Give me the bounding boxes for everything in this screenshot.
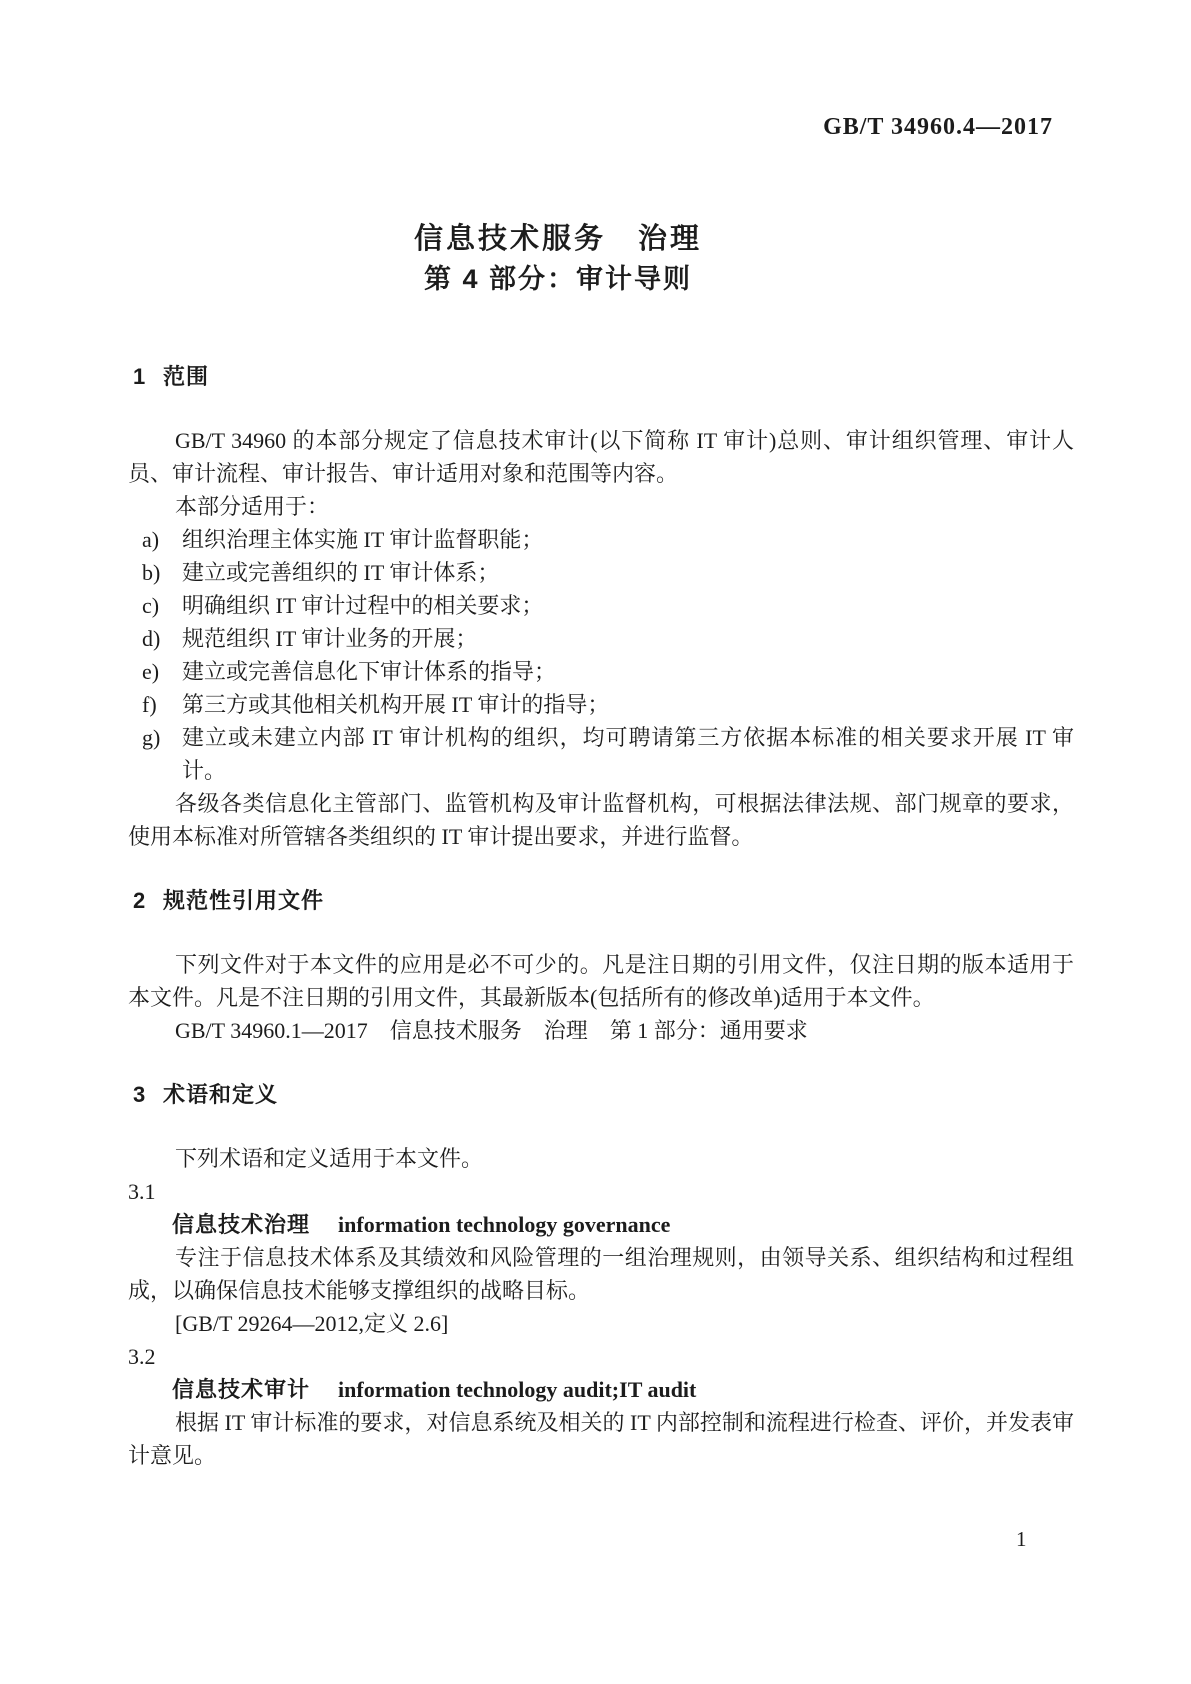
term-entry (172, 1208, 1074, 1241)
normative-reference-entry: GB/T 34960.1—2017 信息技术服务 治理 第 1 部分：通用要求 (175, 1018, 808, 1043)
list-text: 建立或未建立内部 IT 审计机构的组织，均可聘请第三方依据本标准的相关要求开展 IT 审计。 (182, 725, 1074, 783)
list-marker: d) (142, 626, 161, 651)
list-item (142, 523, 1074, 556)
term-number: 3.1 (128, 1179, 156, 1204)
list-marker: f) (142, 692, 157, 717)
document-body (128, 360, 1074, 1472)
term-english: information technology audit;IT audit (338, 1377, 697, 1402)
list-text: 建立或完善信息化下审计体系的指导； (182, 659, 557, 684)
standard-code-header: GB/T 34960.4—2017 (823, 114, 1053, 140)
terms-intro: 下列术语和定义适用于本文件。 (175, 1146, 484, 1171)
section-heading-terms (128, 1078, 1074, 1111)
title-line-2: 第 4 部分：审计导则 (423, 264, 693, 294)
list-text: 组织治理主体实施 IT 审计监督职能； (182, 527, 544, 552)
section-number: 1 (133, 364, 146, 389)
section-title: 规范性引用文件 (163, 888, 325, 913)
page-number: 1 (1016, 1527, 1027, 1551)
list-marker: c) (142, 593, 160, 618)
list-item (142, 622, 1074, 655)
normative-paragraph: 下列文件对于本文件的应用是必不可少的。凡是注日期的引用文件，仅注日期的版本适用于本文件。凡是不注日期的引用文件，其最新版本(包括所有的修改单)适用于本文件。 (128, 952, 1074, 1010)
term-number: 3.2 (128, 1344, 156, 1369)
title-line-1: 信息技术服务 治理 (413, 223, 702, 255)
list-text: 建立或完善组织的 IT 审计体系； (182, 560, 500, 585)
section-title: 术语和定义 (163, 1082, 279, 1107)
list-marker: e) (142, 659, 160, 684)
list-text: 明确组织 IT 审计过程中的相关要求； (182, 593, 544, 618)
list-item (142, 556, 1074, 589)
section-title: 范围 (163, 364, 210, 389)
term-source: [GB/T 29264—2012,定义 2.6] (175, 1311, 449, 1336)
term-chinese: 信息技术治理 (172, 1212, 311, 1237)
term-entry (172, 1373, 1074, 1406)
scope-paragraph-2: 各级各类信息化主管部门、监管机构及审计监督机构，可根据法律法规、部门规章的要求，使用本标准对所管辖各类组织的 IT 审计提出要求，并进行监督。 (128, 791, 1074, 849)
list-item (142, 655, 1074, 688)
term-definition: 根据 IT 审计标准的要求，对信息系统及相关的 IT 内部控制和流程进行检查、评价，并发表审计意见。 (128, 1410, 1074, 1468)
term-definition: 专注于信息技术体系及其绩效和风险管理的一组治理规则，由领导关系、组织结构和过程组成，以确保信息技术能够支撑组织的战略目标。 (128, 1245, 1074, 1303)
section-number: 3 (133, 1082, 146, 1107)
scope-list-intro: 本部分适用于： (175, 494, 330, 519)
section-number: 2 (133, 888, 146, 913)
list-text: 第三方或其他相关机构开展 IT 审计的指导； (182, 692, 610, 717)
list-marker: a) (142, 527, 160, 552)
section-heading-scope (128, 360, 1074, 393)
list-item (142, 721, 1074, 787)
scope-paragraph-1: GB/T 34960 的本部分规定了信息技术审计(以下简称 IT 审计)总则、审计组织管理、审计人员、审计流程、审计报告、审计适用对象和范围等内容。 (128, 428, 1074, 486)
term-chinese: 信息技术审计 (172, 1377, 311, 1402)
term-english: information technology governance (338, 1212, 671, 1237)
list-marker: g) (142, 725, 161, 750)
list-marker: b) (142, 560, 161, 585)
document-title (0, 219, 1116, 299)
list-text: 规范组织 IT 审计业务的开展； (182, 626, 478, 651)
list-item (142, 589, 1074, 622)
section-heading-normative-references (128, 884, 1074, 917)
list-item (142, 688, 1074, 721)
